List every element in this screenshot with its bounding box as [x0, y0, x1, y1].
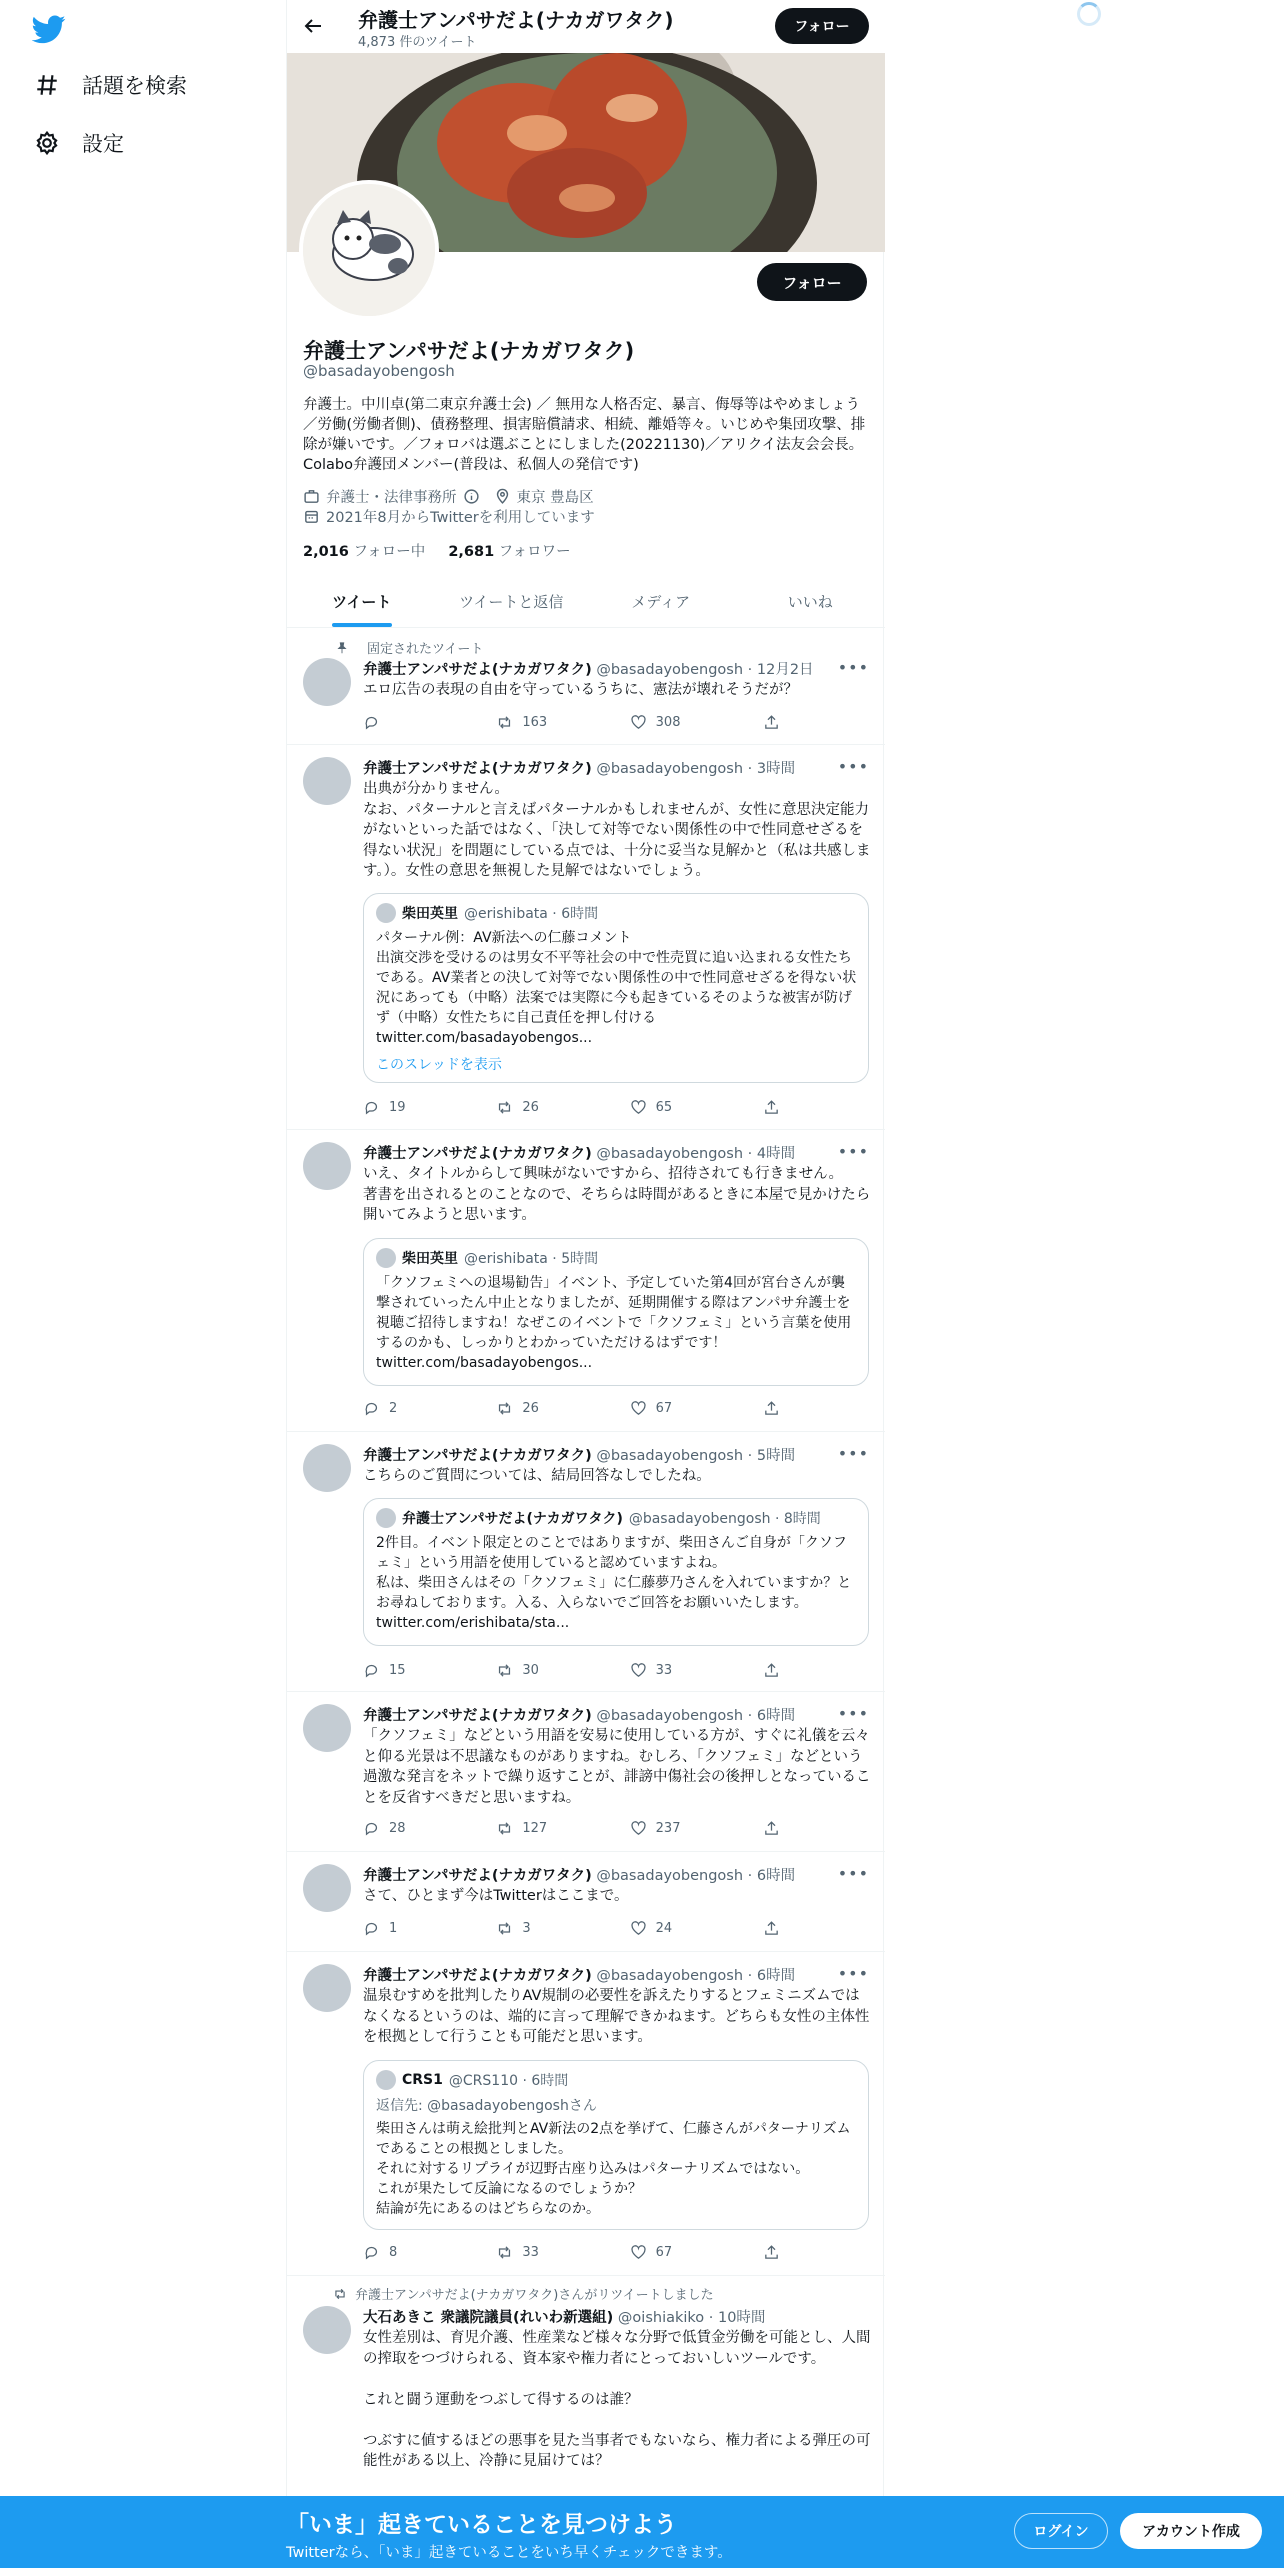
retweet-button[interactable]	[496, 2242, 556, 2262]
heart-icon	[630, 1820, 647, 1837]
share-icon	[763, 1662, 780, 1679]
like-count: 308	[655, 714, 681, 730]
quote-meta: @CRS110 · 6時間	[448, 2073, 569, 2089]
tweet-actions	[363, 712, 783, 732]
nav-settings-label: 設定	[82, 132, 124, 156]
loading-spinner-icon	[1077, 2, 1101, 26]
share-icon	[763, 2244, 780, 2261]
context-label: 固定されたツイート	[367, 642, 484, 657]
like-button[interactable]	[630, 712, 690, 732]
more-options-icon[interactable]: •••	[837, 658, 869, 677]
more-options-icon[interactable]: •••	[837, 1704, 869, 1723]
share-button[interactable]	[763, 712, 783, 732]
quote-meta: @erishibata · 6時間	[464, 906, 599, 922]
like-button[interactable]	[630, 1918, 690, 1938]
share-button[interactable]	[763, 1818, 783, 1838]
retweet-count: 33	[522, 2244, 539, 2260]
calendar-icon	[303, 508, 320, 525]
retweet-icon	[496, 1662, 513, 1679]
reply-count: 2	[389, 1400, 398, 1416]
following-label: フォロー中	[353, 544, 426, 560]
quoted-tweet[interactable]	[363, 1238, 869, 1386]
share-button[interactable]	[763, 1660, 783, 1680]
reply-count: 15	[389, 1662, 406, 1678]
quote-author-name: 柴田英里	[402, 906, 458, 922]
quote-avatar	[376, 903, 396, 923]
retweet-icon	[496, 2244, 513, 2261]
tweet-header	[363, 1444, 795, 1465]
tab-media[interactable]: メディア	[631, 592, 691, 611]
tweet[interactable]	[287, 1692, 885, 1852]
quoted-tweet[interactable]	[363, 2060, 869, 2230]
context-label[interactable]: 弁護士アンパサだよ(ナカガワタク)さんがリツイートしました	[355, 2288, 714, 2303]
tweet-avatar[interactable]	[303, 1864, 351, 1912]
nav-explore[interactable]	[34, 70, 187, 100]
share-button[interactable]	[763, 1097, 783, 1117]
tweet-avatar[interactable]	[303, 1142, 351, 1190]
quote-meta: @erishibata · 5時間	[464, 1251, 599, 1267]
reply-button[interactable]	[363, 2242, 423, 2262]
share-button[interactable]	[763, 1918, 783, 1938]
gear-icon	[34, 130, 60, 156]
profile-tabs	[287, 575, 885, 628]
more-options-icon[interactable]: •••	[837, 1864, 869, 1883]
like-count: 65	[655, 1099, 673, 1115]
quote-avatar	[376, 2070, 396, 2090]
share-icon	[763, 714, 780, 731]
tab-tweets[interactable]: ツイート	[287, 575, 437, 627]
tweet-header	[363, 757, 795, 778]
more-options-icon[interactable]: •••	[837, 1964, 869, 1983]
profile-joined: 2021年8月からTwitterを利用しています	[326, 510, 595, 526]
tweet-text: 出典が分かりません。 なお、パターナルと言えばパターナルかもしれませんが、女性に意思決定能力がないといった話ではなく、「決して対等でない関係性の中で性同意せざるを得ない状況」を問題にしている点では、十分に妥当な見解かと（私は共感します。）。女性の意思を無視した見解ではないでしょう。	[363, 781, 871, 879]
like-button[interactable]	[630, 1660, 690, 1680]
profile-bio: 弁護士。中川卓(第二東京弁護士会) ／ 無用な人格否定、暴言、侮辱等はやめましょう／労働(労働者側)、債務整理、損害賠償請求、相続、離婚等々。いじめや集団攻撃、排除が嫌いです。／フォロバは選ぶことにしました(20221130)／アリクイ法友会会長。Colabo弁護団メンバー(普段は、私個人の発信です)	[303, 397, 866, 473]
retweet-button[interactable]	[496, 1097, 556, 1117]
header-follow-button[interactable]: フォロー	[775, 8, 869, 44]
tweet-actions	[363, 1097, 783, 1117]
cat-avatar-icon	[303, 184, 435, 316]
reply-icon	[363, 1920, 380, 1937]
retweet-count: 3	[522, 1920, 531, 1936]
like-count: 33	[655, 1662, 673, 1678]
heart-icon	[630, 714, 647, 731]
tweet-header	[363, 1964, 795, 1985]
tweet-text: こちらのご質問については、結局回答なしでしたね。	[363, 1468, 711, 1484]
retweet-count: 26	[522, 1099, 539, 1115]
tweet[interactable]	[287, 2276, 885, 2496]
tweet-avatar[interactable]	[303, 757, 351, 805]
tweet[interactable]	[287, 1952, 885, 2276]
reply-button[interactable]	[363, 1818, 423, 1838]
more-options-icon[interactable]: •••	[837, 757, 869, 776]
tweet-author-name[interactable]: 弁護士アンパサだよ(ナカガワタク)	[363, 1146, 592, 1162]
following-count: 2,016	[303, 544, 349, 560]
tweet-header	[363, 1864, 795, 1885]
tweet-avatar[interactable]	[303, 1444, 351, 1492]
login-button[interactable]: ログイン	[1014, 2513, 1108, 2549]
tweet-meta[interactable]: @basadayobengosh · 6時間	[596, 1868, 796, 1884]
more-options-icon[interactable]: •••	[837, 1444, 869, 1463]
profile-follow-button[interactable]: フォロー	[757, 263, 867, 301]
tweet-avatar[interactable]	[303, 658, 351, 706]
share-icon	[763, 1400, 780, 1417]
tweet-header	[363, 658, 814, 679]
hashtag-icon	[34, 72, 60, 98]
quote-text: 柴田さんは萌え絵批判とAV新法の2点を挙げて、仁藤さんがパターナリズムであることの根拠としました。 それに対するリプライが辺野古座り込みはパターナリズムではない。 これが果たして反論になるのでしょうか？ 結論が先にあるのはどちらなのか。	[376, 2121, 851, 2217]
tweet-text: 温泉むすめを批判したりAV規制の必要性を訴えたりするとフェミニズムではなくなるというのは、端的に言って理解できかねます。どちらも女性の主体性を根拠として行うことも可能だと思います。	[363, 1988, 870, 2045]
tweet-text: 女性差別は、育児介護、性産業など様々な分野で低賃金労働を可能とし、人間の搾取をつづけられる、資本家や権力者にとっておいしいツールです。 これと闘う運動をつぶして得するのは誰？ つぶすに値するほどの悪事を見た当事者でもないなら、権力者による弾圧の可能性がある以上、冷静に見届けては？	[363, 2330, 871, 2469]
followers-label: フォロワー	[498, 544, 571, 560]
tweet-actions	[363, 2242, 783, 2262]
tweet-author-name[interactable]: 弁護士アンパサだよ(ナカガワタク)	[363, 1448, 592, 1464]
tweet[interactable]	[287, 628, 885, 745]
briefcase-icon	[303, 488, 320, 505]
nav-settings[interactable]	[34, 128, 124, 158]
tweet-avatar[interactable]	[303, 2306, 351, 2354]
banner-subtitle: Twitterなら、「いま」起きていることをいち早くチェックできます。	[286, 2545, 732, 2561]
retweet-icon	[333, 2287, 347, 2301]
tweet-author-name[interactable]: 弁護士アンパサだよ(ナカガワタク)	[363, 1968, 592, 1984]
profile-joined-row	[303, 506, 595, 527]
header-profile-name: 弁護士アンパサだよ(ナカガワタク)	[358, 8, 674, 32]
reply-icon	[363, 2244, 380, 2261]
header-tweet-count: 4,873 件のツイート	[358, 35, 477, 50]
heart-icon	[630, 2244, 647, 2261]
profile-header-bar	[287, 0, 885, 53]
reply-button[interactable]	[363, 712, 423, 732]
profile-avatar[interactable]	[299, 180, 439, 320]
profile-name: 弁護士アンパサだよ(ナカガワタク)	[303, 339, 635, 363]
retweet-context	[333, 2284, 714, 2303]
tweet-actions	[363, 1818, 783, 1838]
tweet-text: いえ、タイトルからして興味がないですから、招待されても行きません。 著書を出されるとのことなので、そちらは時間があるときに本屋で見かけたら開いてみようと思います。	[363, 1166, 871, 1223]
reply-count: 19	[389, 1099, 406, 1115]
retweet-count: 163	[522, 714, 548, 730]
signup-banner	[0, 2496, 1284, 2568]
retweet-button[interactable]	[496, 712, 556, 732]
tweet-actions	[363, 1398, 783, 1418]
tweet-avatar[interactable]	[303, 1964, 351, 2012]
twitter-bird-icon[interactable]	[32, 12, 66, 46]
info-icon[interactable]	[463, 488, 480, 505]
banner-title: 「いま」起きていることを見つけよう	[286, 2512, 677, 2538]
retweet-count: 127	[522, 1820, 548, 1836]
profile-category: 弁護士・法律事務所	[326, 490, 457, 506]
reply-icon	[363, 714, 380, 731]
like-button[interactable]	[630, 1097, 690, 1117]
tweet-text: エロ広告の表現の自由を守っているうちに、憲法が壊れそうだが？	[363, 682, 798, 698]
retweet-count: 30	[522, 1662, 539, 1678]
pinned-context	[335, 638, 483, 657]
reply-icon	[363, 1662, 380, 1679]
quote-author-name: 弁護士アンパサだよ(ナカガワタク)	[402, 1511, 623, 1527]
reply-button[interactable]	[363, 1097, 423, 1117]
follow-stats	[303, 540, 571, 561]
tweet[interactable]	[287, 1130, 885, 1432]
share-icon	[763, 1920, 780, 1937]
tweet[interactable]	[287, 1852, 885, 1952]
like-button[interactable]	[630, 2242, 690, 2262]
profile-meta-row	[303, 486, 594, 507]
quote-author-name: CRS1	[402, 2072, 443, 2088]
tweet-author-name[interactable]: 弁護士アンパサだよ(ナカガワタク)	[363, 662, 592, 678]
retweet-icon	[496, 1920, 513, 1937]
tweet-author-name[interactable]: 大石あきこ 衆議院議員(れいわ新選組)	[363, 2310, 614, 2326]
reply-icon	[363, 1820, 380, 1837]
signup-button[interactable]: アカウント作成	[1120, 2513, 1262, 2549]
share-icon	[763, 1820, 780, 1837]
like-button[interactable]	[630, 1398, 690, 1418]
heart-icon	[630, 1400, 647, 1417]
tweet-header	[363, 1142, 795, 1163]
like-button[interactable]	[630, 1818, 690, 1838]
quote-text: 「クソフェミへの退場勧告」イベント、予定していた第4回が宮台さんが襲撃されていったん中止となりましたが、延期開催する際はアンパサ弁護士を視聴ご招待しますね！なぜこのイベントで「クソフェミ」という言葉を使用するのかも、しっかりとわかっていただけるはずです！ twitter.com/basadayobengos...	[376, 1275, 852, 1371]
reply-icon	[363, 1099, 380, 1116]
quote-avatar	[376, 1508, 396, 1528]
quote-reply-to: 返信先: @basadayobengoshさん	[376, 2098, 597, 2114]
tweet-author-name[interactable]: 弁護士アンパサだよ(ナカガワタク)	[363, 761, 592, 777]
nav-explore-label: 話題を検索	[82, 74, 187, 98]
like-count: 24	[655, 1920, 673, 1936]
profile-column	[286, 0, 884, 2568]
share-icon	[763, 1099, 780, 1116]
quote-meta: @basadayobengosh · 8時間	[628, 1511, 821, 1527]
reply-button[interactable]	[363, 1398, 423, 1418]
following-link[interactable]	[303, 544, 425, 560]
reply-count: 1	[389, 1920, 398, 1936]
profile-location: 東京 豊島区	[516, 490, 594, 506]
quote-header	[376, 2070, 568, 2090]
left-nav	[0, 0, 286, 2568]
retweet-icon	[496, 1099, 513, 1116]
reply-icon	[363, 1400, 380, 1417]
reply-button[interactable]	[363, 1660, 423, 1680]
tweet-text: 「クソフェミ」などという用語を安易に使用している方が、すぐに礼儀を云々と仰る光景は不思議なものがありますね。むしろ、「クソフェミ」などという過激な発言をネットで繰り返すことが、誹謗中傷社会の後押しとなっていることを反省すべきだと思いますね。	[363, 1728, 871, 1806]
heart-icon	[630, 1920, 647, 1937]
retweet-button[interactable]	[496, 1398, 556, 1418]
quote-author-name: 柴田英里	[402, 1251, 458, 1267]
back-arrow-icon[interactable]	[301, 14, 325, 38]
tweet-meta[interactable]: @oishiakiko · 10時間	[617, 2310, 766, 2326]
quote-avatar	[376, 1248, 396, 1268]
tweet-text: さて、ひとまず今はTwitterはここまで。	[363, 1888, 629, 1904]
reply-count: 8	[389, 2244, 398, 2260]
retweet-button[interactable]	[496, 1918, 556, 1938]
tab-likes[interactable]: いいね	[787, 592, 833, 611]
show-thread-link[interactable]: このスレッドを表示	[376, 1057, 502, 1073]
tweet-meta[interactable]: @basadayobengosh · 4時間	[596, 1146, 796, 1162]
quote-header	[376, 1248, 598, 1268]
quoted-tweet[interactable]	[363, 1498, 869, 1646]
quoted-tweet[interactable]	[363, 893, 869, 1083]
tweet-header	[363, 2306, 765, 2327]
reply-count: 28	[389, 1820, 406, 1836]
tab-tweets-and-replies[interactable]: ツイートと返信	[459, 592, 564, 611]
share-button[interactable]	[763, 1398, 783, 1418]
tweet-actions	[363, 1918, 783, 1938]
tweet-author-name[interactable]: 弁護士アンパサだよ(ナカガワタク)	[363, 1708, 592, 1724]
tweet[interactable]	[287, 745, 885, 1130]
like-count: 67	[655, 1400, 673, 1416]
tweet-meta[interactable]: @basadayobengosh · 12月2日	[596, 662, 814, 678]
profile-handle: @basadayobengosh	[303, 362, 455, 380]
followers-link[interactable]	[448, 544, 570, 560]
tweet-actions	[363, 1660, 783, 1680]
tweet[interactable]	[287, 1432, 885, 1692]
heart-icon	[630, 1662, 647, 1679]
retweet-icon	[496, 1400, 513, 1417]
followers-count: 2,681	[448, 544, 495, 560]
like-count: 237	[655, 1820, 681, 1836]
tweet-meta[interactable]: @basadayobengosh · 6時間	[596, 1708, 796, 1724]
retweet-count: 26	[522, 1400, 539, 1416]
tweet-avatar[interactable]	[303, 1704, 351, 1752]
quote-header	[376, 903, 598, 923]
tweet-meta[interactable]: @basadayobengosh · 6時間	[596, 1968, 796, 1984]
pin-icon	[335, 641, 349, 655]
tweet-meta[interactable]: @basadayobengosh · 3時間	[596, 761, 796, 777]
tweet-author-name[interactable]: 弁護士アンパサだよ(ナカガワタク)	[363, 1868, 592, 1884]
more-options-icon[interactable]: •••	[837, 1142, 869, 1161]
retweet-button[interactable]	[496, 1818, 556, 1838]
retweet-button[interactable]	[496, 1660, 556, 1680]
tweet-meta[interactable]: @basadayobengosh · 5時間	[596, 1448, 796, 1464]
quote-text: 2件目。イベント限定とのことではありますが、柴田さんご自身が「クソフェミ」という用語を使用していると認めていますよね。 私は、柴田さんはその「クソフェミ」に仁藤夢乃さんを入れていますか？とお尋ねしております。入る、入らないでご回答をお願いいたします。 twitter.com/erishibata/sta...	[376, 1535, 852, 1631]
retweet-icon	[496, 714, 513, 731]
quote-header	[376, 1508, 821, 1528]
quote-text: パターナル例：AV新法への仁藤コメント 出演交渉を受けるのは男女不平等社会の中で性売買に追い込まれる女性たちである。AV業者との決して対等でない関係性の中で性同意せざるを得ない状況にあっても（中略）法案では実際に今も起きているそのような被害が防げず（中略）女性たちに自己責任を押し付ける twitter.com/basadayobengos...	[376, 930, 857, 1046]
tweet-header	[363, 1704, 795, 1725]
share-button[interactable]	[763, 2242, 783, 2262]
like-count: 67	[655, 2244, 673, 2260]
reply-button[interactable]	[363, 1918, 423, 1938]
heart-icon	[630, 1099, 647, 1116]
retweet-icon	[496, 1820, 513, 1837]
location-pin-icon	[494, 488, 511, 505]
